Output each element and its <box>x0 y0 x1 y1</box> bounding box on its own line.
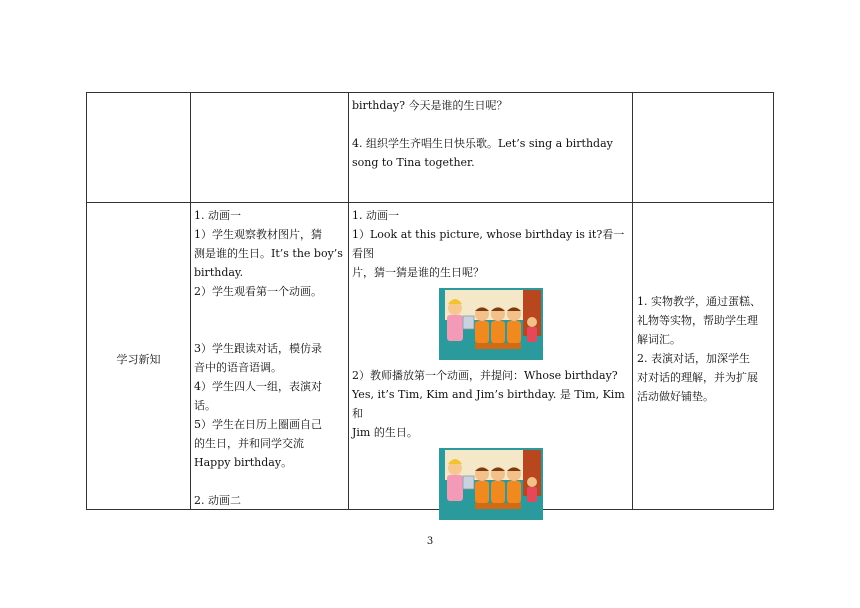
lesson-table <box>86 92 774 510</box>
text-line: 音中的语音语调。 <box>194 361 282 374</box>
text-line: Yes, it’s Tim, Kim and Jim’s birthday. 是 Tim, Kim 和 <box>352 388 625 420</box>
table-border-top <box>86 92 774 93</box>
text-line: birthday. <box>194 266 244 279</box>
section-label: 学习新知 <box>116 353 161 366</box>
table-divider-1 <box>190 92 191 510</box>
text-line: 解词汇。 <box>637 333 681 346</box>
teacher-activity-cell <box>352 206 630 526</box>
text-line: 3）学生跟读对话，模仿录 <box>194 342 322 355</box>
text-line: 1）Look at this picture, whose birthday is it?看一看图 <box>352 228 625 260</box>
text-line: 的生日，并和同学交流 <box>194 437 304 450</box>
text-line: 1）学生观察教材图片，猜 <box>194 228 322 241</box>
text-line: 对对话的理解，并为扩展 <box>637 371 758 384</box>
text-line: 4）学生四人一组，表演对 <box>194 380 322 393</box>
text-line: Happy birthday。 <box>194 456 293 469</box>
birthday-cartoon-image-2 <box>439 448 543 520</box>
text-line: birthday? 今天是谁的生日呢？ <box>352 99 508 112</box>
text-line: 活动做好铺垫。 <box>637 390 714 403</box>
design-intent-cell <box>637 292 770 406</box>
table-divider-2 <box>348 92 349 510</box>
text-line: 1. 动画一 <box>194 209 241 222</box>
text-line: 4. 组织学生齐唱生日快乐歌。Let’s sing a birthday <box>352 137 613 150</box>
text-line: 2）学生观看第一个动画。 <box>194 285 322 298</box>
text-line: 2. 动画二 <box>194 494 241 507</box>
text-line: 2）教师播放第一个动画，并提问：Whose birthday? <box>352 369 618 382</box>
text-line: song to Tina together. <box>352 156 475 169</box>
text-line: Jim 的生日。 <box>352 426 418 439</box>
section-label-cell <box>87 350 190 369</box>
table-border-left <box>86 92 87 510</box>
text-line: 话。 <box>194 399 216 412</box>
text-line: 1. 实物教学，通过蛋糕、 <box>637 295 761 308</box>
text-line: 礼物等实物，帮助学生理 <box>637 314 758 327</box>
text-line: 5）学生在日历上圈画自己 <box>194 418 322 431</box>
table-border-right <box>773 92 774 510</box>
table-divider-3 <box>632 92 633 510</box>
text-line: 1. 动画一 <box>352 209 399 222</box>
page-number: 3 <box>426 536 434 547</box>
student-activity-cell <box>194 206 346 510</box>
row1-procedure-cell <box>352 96 630 172</box>
text-line: 2. 表演对话，加深学生 <box>637 352 750 365</box>
table-row-divider <box>86 202 774 203</box>
text-line: 片，猜一猜是谁的生日呢？ <box>352 266 484 279</box>
birthday-cartoon-image-1 <box>439 288 543 360</box>
text-line: 测是谁的生日。It’s the boy’s <box>194 247 343 260</box>
